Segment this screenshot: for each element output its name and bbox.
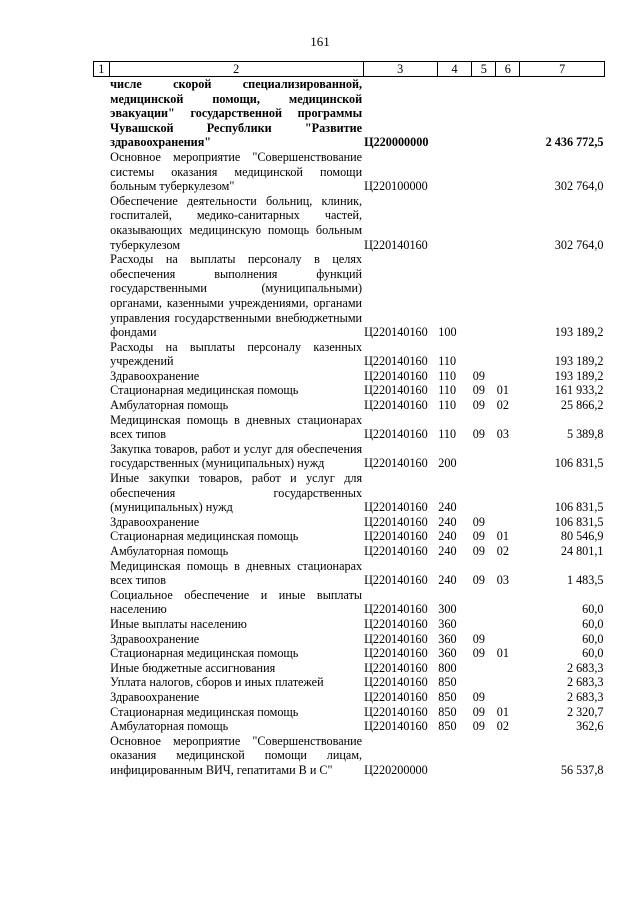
row-subsection-cell: 01 xyxy=(496,383,509,398)
row-subsection-cell xyxy=(496,252,520,340)
table-row xyxy=(94,646,605,661)
row-name-cell: Медицинская помощь в дневных стационарах всех типов xyxy=(110,558,363,588)
row-csr-code-cell: Ц220140160 xyxy=(364,456,428,471)
row-expense-type-cell: 100 xyxy=(438,325,457,340)
table-row xyxy=(94,588,605,617)
row-subsection-cell xyxy=(496,617,520,632)
table-row xyxy=(94,705,605,720)
budget-table xyxy=(93,61,605,778)
row-csr-code-cell: Ц220140160 xyxy=(364,631,428,646)
row-csr-code-cell: Ц220140160 xyxy=(364,500,428,515)
row-section-cell: 09 xyxy=(472,704,485,719)
table-row xyxy=(94,340,605,369)
row-name-cell: Уплата налогов, сборов и иных платежей xyxy=(110,675,324,690)
row-subsection-cell xyxy=(496,588,520,617)
row-csr-code-cell: Ц220140160 xyxy=(364,368,428,383)
row-amount-cell: 193 189,2 xyxy=(554,368,604,383)
row-section-cell xyxy=(472,588,496,617)
row-section-cell xyxy=(472,734,496,778)
row-subsection-cell: 03 xyxy=(496,427,509,442)
header-col-7: 7 xyxy=(520,62,605,77)
row-name-cell: Здравоохранение xyxy=(110,368,200,383)
row-section-cell: 09 xyxy=(472,383,485,398)
row-csr-code-cell: Ц220140160 xyxy=(364,616,428,631)
row-section-cell: 09 xyxy=(472,427,485,442)
row-expense-type-cell: 110 xyxy=(438,368,457,383)
row-spacer-cell xyxy=(94,617,110,632)
table-row xyxy=(94,471,605,515)
row-subsection-cell xyxy=(496,471,520,515)
row-spacer-cell xyxy=(94,383,110,398)
row-section-cell xyxy=(472,442,496,471)
row-expense-type-cell: 850 xyxy=(438,704,457,719)
row-spacer-cell xyxy=(94,544,110,559)
row-amount-cell: 5 389,8 xyxy=(566,427,604,442)
row-subsection-cell: 01 xyxy=(496,704,509,719)
row-subsection-cell: 03 xyxy=(496,573,509,588)
page-number: 161 xyxy=(310,34,330,49)
row-section-cell: 09 xyxy=(472,368,485,383)
row-csr-code-cell: Ц220140160 xyxy=(364,704,428,719)
row-section-cell: 09 xyxy=(472,573,485,588)
row-spacer-cell xyxy=(94,413,110,442)
row-csr-code-cell: Ц220100000 xyxy=(364,179,428,194)
row-expense-type-cell: 240 xyxy=(438,514,457,529)
table-row xyxy=(94,544,605,559)
row-subsection-cell xyxy=(496,515,520,530)
row-csr-code-cell: Ц220140160 xyxy=(364,573,428,588)
table-row xyxy=(94,150,605,194)
row-name-cell: Здравоохранение xyxy=(110,689,200,704)
row-name-cell: числе скорой специализированной, медицинской помощи, медицинской эвакуации" государственной программы Чувашской Республики "Развитие здравоохранения" xyxy=(110,77,363,150)
row-subsection-cell: 01 xyxy=(496,529,509,544)
header-col-1: 1 xyxy=(94,62,110,77)
row-expense-type-cell: 850 xyxy=(438,719,457,734)
row-spacer-cell xyxy=(94,632,110,647)
row-name-cell: Здравоохранение xyxy=(110,631,200,646)
row-expense-type-cell: 110 xyxy=(438,383,457,398)
row-section-cell: 09 xyxy=(472,514,485,529)
row-csr-code-cell: Ц220140160 xyxy=(364,325,428,340)
row-expense-type-cell: 110 xyxy=(438,427,457,442)
row-spacer-cell xyxy=(94,369,110,384)
row-section-cell xyxy=(472,252,496,340)
row-amount-cell: 60,0 xyxy=(582,631,604,646)
row-amount-cell: 1 483,5 xyxy=(566,573,604,588)
row-subsection-cell xyxy=(496,150,520,194)
row-csr-code-cell: Ц220140160 xyxy=(364,602,428,617)
row-subsection-cell xyxy=(496,340,520,369)
row-csr-code-cell: Ц220140160 xyxy=(364,354,428,369)
row-name-cell: Стационарная медицинская помощь xyxy=(110,646,299,661)
row-csr-code-cell: Ц220140160 xyxy=(364,689,428,704)
row-expense-type-cell xyxy=(437,734,471,778)
row-section-cell: 09 xyxy=(472,398,485,413)
row-name-cell: Стационарная медицинская помощь xyxy=(110,383,299,398)
row-amount-cell: 106 831,5 xyxy=(554,514,604,529)
row-expense-type-cell: 110 xyxy=(438,398,457,413)
row-name-cell: Медицинская помощь в дневных стационарах всех типов xyxy=(110,412,363,442)
row-subsection-cell xyxy=(496,194,520,252)
row-csr-code-cell: Ц220200000 xyxy=(364,762,428,777)
table-row xyxy=(94,690,605,705)
row-section-cell xyxy=(472,340,496,369)
row-expense-type-cell xyxy=(437,194,471,252)
row-spacer-cell xyxy=(94,734,110,778)
header-col-5: 5 xyxy=(472,62,496,77)
row-spacer-cell xyxy=(94,646,110,661)
row-spacer-cell xyxy=(94,150,110,194)
row-section-cell xyxy=(472,77,496,150)
row-name-cell: Основное мероприятие "Совершенствование системы оказания медицинской помощи больным туберкулезом" xyxy=(110,149,363,194)
row-subsection-cell xyxy=(496,77,520,150)
row-expense-type-cell: 800 xyxy=(438,660,457,675)
row-expense-type-cell: 240 xyxy=(438,500,457,515)
row-amount-cell: 362,6 xyxy=(576,719,604,734)
row-name-cell: Основное мероприятие "Совершенствование оказания медицинской помощи лицам, инфицированным ВИЧ, гепатитами B и C" xyxy=(110,733,363,777)
row-expense-type-cell: 240 xyxy=(438,573,457,588)
row-name-cell: Здравоохранение xyxy=(110,514,200,529)
table-header-row xyxy=(94,62,605,77)
table-row xyxy=(94,77,605,150)
row-spacer-cell xyxy=(94,675,110,690)
row-spacer-cell xyxy=(94,471,110,515)
row-amount-cell: 2 683,3 xyxy=(566,675,604,690)
row-expense-type-cell: 240 xyxy=(438,529,457,544)
row-section-cell: 09 xyxy=(472,719,485,734)
row-expense-type-cell: 360 xyxy=(438,631,457,646)
row-csr-code-cell: Ц220140160 xyxy=(364,544,428,558)
row-amount-cell: 60,0 xyxy=(582,646,604,661)
table-row xyxy=(94,383,605,398)
row-csr-code-cell: Ц220140160 xyxy=(364,646,428,661)
row-subsection-cell xyxy=(496,675,520,690)
row-amount-cell: 193 189,2 xyxy=(554,354,604,369)
row-subsection-cell xyxy=(496,690,520,705)
row-name-cell: Амбулаторная помощь xyxy=(110,544,229,558)
table-row xyxy=(94,617,605,632)
row-amount-cell: 106 831,5 xyxy=(554,456,604,471)
row-amount-cell: 161 933,2 xyxy=(554,383,604,398)
header-col-4: 4 xyxy=(437,62,471,77)
row-csr-code-cell: Ц220140160 xyxy=(364,427,428,442)
row-name-cell: Стационарная медицинская помощь xyxy=(110,704,299,719)
table-row xyxy=(94,515,605,530)
row-subsection-cell xyxy=(496,369,520,384)
table-row xyxy=(94,529,605,544)
row-amount-cell: 2 683,3 xyxy=(566,689,604,704)
row-amount-cell: 193 189,2 xyxy=(554,325,604,340)
row-spacer-cell xyxy=(94,559,110,588)
row-section-cell xyxy=(472,150,496,194)
row-name-cell: Иные закупки товаров, работ и услуг для обеспечения государственных (муниципальных) нужд xyxy=(110,471,363,515)
row-section-cell: 09 xyxy=(472,544,485,558)
row-section-cell: 09 xyxy=(472,689,485,704)
table-row xyxy=(94,369,605,384)
table-row xyxy=(94,661,605,676)
table-row xyxy=(94,734,605,778)
table-row xyxy=(94,719,605,734)
row-name-cell: Обеспечение деятельности больниц, клиник, госпиталей, медико-санитарных частей, оказывающих медицинскую помощь больным туберкулезом xyxy=(110,193,363,252)
row-section-cell xyxy=(472,661,496,676)
row-subsection-cell: 02 xyxy=(496,719,509,734)
row-spacer-cell xyxy=(94,719,110,734)
table-row xyxy=(94,559,605,588)
row-amount-cell: 24 801,1 xyxy=(560,544,604,558)
row-spacer-cell xyxy=(94,705,110,720)
row-spacer-cell xyxy=(94,77,110,150)
budget-table-body xyxy=(94,62,605,778)
row-amount-cell: 25 866,2 xyxy=(560,398,604,413)
row-name-cell: Амбулаторная помощь xyxy=(110,719,229,734)
row-section-cell xyxy=(472,194,496,252)
row-amount-cell: 80 546,9 xyxy=(560,529,604,544)
row-name-cell: Социальное обеспечение и иные выплаты населению xyxy=(110,587,363,617)
row-section-cell: 09 xyxy=(472,646,485,661)
row-amount-cell: 2 436 772,5 xyxy=(545,135,604,150)
row-csr-code-cell: Ц220140160 xyxy=(364,529,428,544)
row-expense-type-cell: 850 xyxy=(438,689,457,704)
row-section-cell xyxy=(472,675,496,690)
row-subsection-cell xyxy=(496,632,520,647)
row-section-cell xyxy=(472,617,496,632)
row-csr-code-cell: Ц220140160 xyxy=(364,383,428,398)
row-spacer-cell xyxy=(94,529,110,544)
row-subsection-cell: 02 xyxy=(496,544,509,558)
row-expense-type-cell: 360 xyxy=(438,646,457,661)
row-csr-code-cell: Ц220000000 xyxy=(364,135,429,150)
row-subsection-cell xyxy=(496,442,520,471)
row-section-cell xyxy=(472,471,496,515)
table-row xyxy=(94,194,605,252)
row-subsection-cell xyxy=(496,734,520,778)
row-subsection-cell xyxy=(496,661,520,676)
header-col-6: 6 xyxy=(496,62,520,77)
table-row xyxy=(94,252,605,340)
row-name-cell: Закупка товаров, работ и услуг для обеспечения государственных (муниципальных) нужд xyxy=(110,441,363,471)
table-row xyxy=(94,442,605,471)
row-amount-cell: 2 320,7 xyxy=(566,704,604,719)
row-csr-code-cell: Ц220140160 xyxy=(364,398,428,413)
row-name-cell: Расходы на выплаты персоналу казенных учреждений xyxy=(110,339,363,369)
row-amount-cell: 60,0 xyxy=(582,616,604,631)
row-spacer-cell xyxy=(94,515,110,530)
row-expense-type-cell xyxy=(437,77,471,150)
row-name-cell: Расходы на выплаты персоналу в целях обеспечения выполнения функций государственными (муниципальными) органами, казенными учреждениями, органами управления государственными внебюджетными фондами xyxy=(110,252,363,340)
table-row xyxy=(94,413,605,442)
row-amount-cell: 2 683,3 xyxy=(566,660,604,675)
row-spacer-cell xyxy=(94,398,110,413)
row-expense-type-cell: 360 xyxy=(438,616,457,631)
row-spacer-cell xyxy=(94,588,110,617)
header-col-3: 3 xyxy=(363,62,437,77)
row-name-cell: Иные выплаты населению xyxy=(110,616,247,631)
row-csr-code-cell: Ц220140160 xyxy=(364,675,428,690)
row-amount-cell: 302 764,0 xyxy=(554,179,604,194)
row-amount-cell: 56 537,8 xyxy=(560,762,604,777)
row-expense-type-cell: 110 xyxy=(438,354,457,369)
row-csr-code-cell: Ц220140160 xyxy=(364,237,428,252)
row-expense-type-cell: 850 xyxy=(438,675,457,690)
row-spacer-cell xyxy=(94,252,110,340)
row-spacer-cell xyxy=(94,442,110,471)
row-name-cell: Амбулаторная помощь xyxy=(110,398,229,413)
row-csr-code-cell: Ц220140160 xyxy=(364,514,428,529)
row-section-cell: 09 xyxy=(472,631,485,646)
row-expense-type-cell: 200 xyxy=(438,456,457,471)
table-row xyxy=(94,632,605,647)
row-amount-cell: 106 831,5 xyxy=(554,500,604,515)
table-row xyxy=(94,675,605,690)
row-subsection-cell: 02 xyxy=(496,398,509,413)
row-csr-code-cell: Ц220140160 xyxy=(364,660,428,675)
row-section-cell: 09 xyxy=(472,529,485,544)
row-subsection-cell: 01 xyxy=(496,646,509,661)
row-amount-cell: 60,0 xyxy=(582,602,604,617)
row-name-cell: Иные бюджетные ассигнования xyxy=(110,660,276,675)
row-spacer-cell xyxy=(94,661,110,676)
row-csr-code-cell: Ц220140160 xyxy=(364,719,428,734)
row-amount-cell: 302 764,0 xyxy=(554,237,604,252)
row-expense-type-cell: 300 xyxy=(438,602,457,617)
row-spacer-cell xyxy=(94,194,110,252)
row-spacer-cell xyxy=(94,690,110,705)
row-expense-type-cell xyxy=(437,150,471,194)
row-spacer-cell xyxy=(94,340,110,369)
row-expense-type-cell: 240 xyxy=(438,544,457,558)
table-row xyxy=(94,398,605,413)
row-name-cell: Стационарная медицинская помощь xyxy=(110,529,299,544)
header-col-2: 2 xyxy=(109,62,363,77)
